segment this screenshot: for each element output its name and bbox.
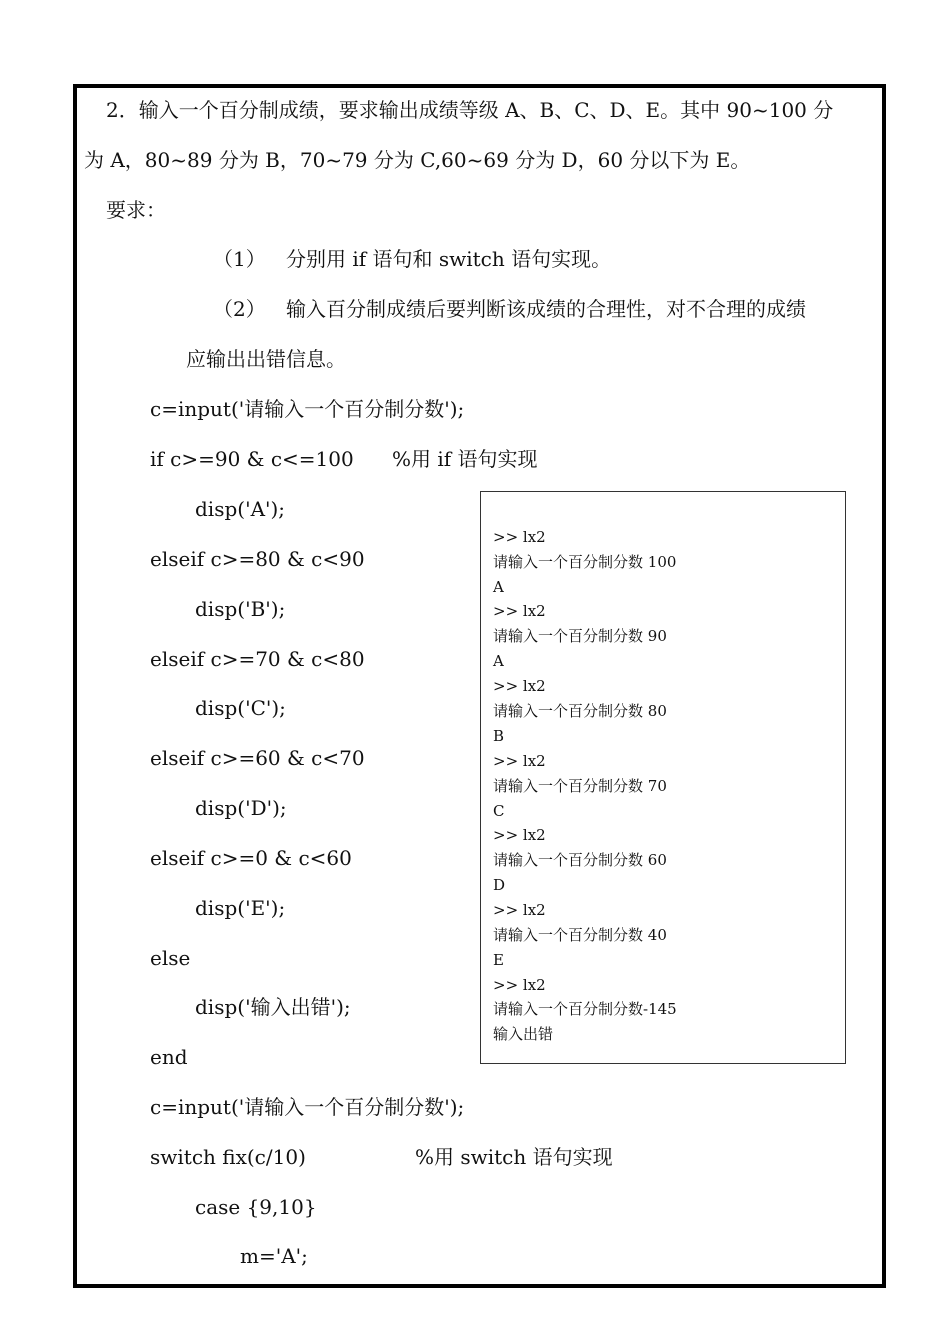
- output-line: 请输入一个百分制分数 100: [493, 553, 677, 571]
- output-line: D: [493, 876, 506, 894]
- problem-line-1: 2．输入一个百分制成绩，要求输出成绩等级 A、B、C、D、E。其中 90~100 分: [106, 98, 834, 122]
- code-line: disp('A');: [195, 497, 286, 521]
- output-line: 请输入一个百分制分数 70: [493, 777, 667, 795]
- output-line: 请输入一个百分制分数 60: [493, 851, 667, 869]
- code-line: c=input('请输入一个百分制分数');: [150, 397, 465, 421]
- code-line: if c>=90 & c<=100: [150, 447, 354, 471]
- problem-line-2: 为 A，80~89 分为 B，70~79 分为 C,60~69 分为 D，60 分以下为 E。: [84, 148, 751, 172]
- output-line: B: [493, 727, 505, 745]
- output-line: >> lx2: [493, 752, 546, 770]
- code-line: disp('D');: [195, 796, 287, 820]
- output-line: >> lx2: [493, 677, 546, 695]
- requirement-1-text: 分别用 if 语句和 switch 语句实现。: [286, 247, 612, 271]
- output-line: 请输入一个百分制分数 80: [493, 702, 667, 720]
- output-line: >> lx2: [493, 901, 546, 919]
- output-line: >> lx2: [493, 976, 546, 994]
- code-line: switch fix(c/10): [150, 1145, 306, 1169]
- code-line: disp('B');: [195, 597, 286, 621]
- output-line: 请输入一个百分制分数-145: [493, 1000, 677, 1018]
- code-line: disp('输入出错');: [195, 995, 351, 1019]
- output-line: >> lx2: [493, 602, 546, 620]
- requirement-2-continuation: 应输出出错信息。: [186, 347, 346, 371]
- output-line: 输入出错: [493, 1025, 554, 1043]
- code-line: else: [150, 946, 191, 970]
- requirement-2-number: （2）: [213, 297, 266, 321]
- code-line: elseif c>=0 & c<60: [150, 846, 352, 870]
- code-line: elseif c>=80 & c<90: [150, 547, 365, 571]
- code-line: disp('C');: [195, 696, 286, 720]
- output-line: 请输入一个百分制分数 40: [493, 926, 667, 944]
- code-line: disp('E');: [195, 896, 286, 920]
- code-line: m='A';: [240, 1244, 308, 1268]
- code-line: elseif c>=70 & c<80: [150, 647, 365, 671]
- code-line: elseif c>=60 & c<70: [150, 746, 365, 770]
- code-comment-if: %用 if 语句实现: [392, 447, 538, 471]
- code-line: end: [150, 1045, 188, 1069]
- output-line: 请输入一个百分制分数 90: [493, 627, 667, 645]
- output-line: >> lx2: [493, 528, 546, 546]
- code-line: c=input('请输入一个百分制分数');: [150, 1095, 465, 1119]
- output-line: E: [493, 951, 504, 969]
- requirements-title: 要求：: [106, 198, 166, 222]
- output-line: A: [493, 578, 504, 596]
- requirement-1-number: （1）: [213, 247, 266, 271]
- output-line: >> lx2: [493, 826, 546, 844]
- output-box: [480, 491, 846, 1064]
- code-comment-switch: %用 switch 语句实现: [415, 1145, 613, 1169]
- requirement-2-text: 输入百分制成绩后要判断该成绩的合理性，对不合理的成绩: [286, 297, 806, 321]
- output-line: C: [493, 802, 505, 820]
- output-line: A: [493, 652, 504, 670]
- code-line: case {9,10}: [195, 1195, 317, 1219]
